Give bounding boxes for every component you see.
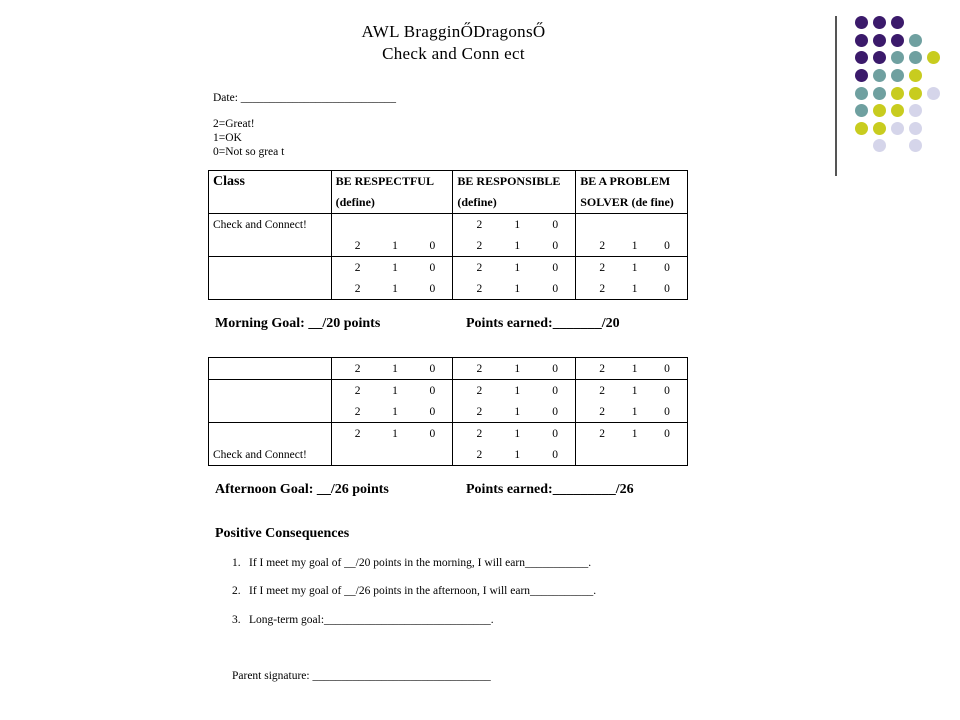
- consequence-number: 2.: [232, 585, 241, 597]
- responsible-define: (define): [453, 192, 576, 214]
- class-cell[interactable]: [209, 235, 332, 257]
- respectful-header: BE RESPECTFUL: [331, 171, 453, 193]
- score-cell[interactable]: 2 1 0: [576, 358, 688, 380]
- score-cell[interactable]: 2 1 0: [331, 235, 453, 257]
- decor-dot: [855, 69, 868, 82]
- score-cell[interactable]: 2 1 0: [331, 278, 453, 300]
- consequence-item[interactable]: If I meet my goal of __/20 points in the morning, I will earn___________.: [249, 557, 592, 569]
- morning-behavior-table: [208, 170, 688, 300]
- decor-dot: [909, 87, 922, 100]
- morning-goal-label[interactable]: Morning Goal: __/20 points: [215, 316, 381, 331]
- decor-dot: [855, 87, 868, 100]
- decor-dot: [891, 104, 904, 117]
- decor-dot: [909, 104, 922, 117]
- score-cell[interactable]: 2 1 0: [576, 278, 688, 300]
- score-cell[interactable]: 2 1 0: [331, 380, 453, 402]
- scale-item: 1=OK: [213, 132, 242, 144]
- scale-item: 0=Not so grea t: [213, 146, 285, 158]
- score-cell[interactable]: 2 1 0: [453, 358, 576, 380]
- decor-dot: [873, 122, 886, 135]
- score-cell[interactable]: 2 1 0: [453, 423, 576, 445]
- empty-cell: [331, 444, 453, 466]
- class-cell[interactable]: [209, 401, 332, 423]
- decor-dot: [891, 69, 904, 82]
- positive-consequences-heading: Positive Consequences: [215, 526, 350, 541]
- check-and-connect-label: Check and Connect!: [209, 214, 332, 236]
- score-cell[interactable]: 2 1 0: [453, 278, 576, 300]
- decor-dot: [909, 139, 922, 152]
- score-cell[interactable]: 2 1 0: [576, 380, 688, 402]
- empty-cell: [331, 214, 453, 236]
- decor-dot: [909, 122, 922, 135]
- score-cell[interactable]: 2 1 0: [453, 380, 576, 402]
- parent-signature-field[interactable]: Parent signature: _______________________________: [232, 670, 491, 682]
- responsible-header: BE RESPONSIBLE: [453, 171, 576, 193]
- class-cell[interactable]: [209, 278, 332, 300]
- page-subtitle: Check and Conn ect: [382, 44, 525, 63]
- class-cell[interactable]: [209, 423, 332, 445]
- afternoon-goal-label[interactable]: Afternoon Goal: __/26 points: [215, 482, 389, 497]
- score-cell[interactable]: 2 1 0: [453, 214, 576, 236]
- decor-dot: [927, 51, 940, 64]
- score-cell[interactable]: 2 1 0: [331, 401, 453, 423]
- decor-dot: [873, 104, 886, 117]
- class-cell[interactable]: [209, 380, 332, 402]
- class-header-blank: [209, 192, 332, 214]
- consequence-item[interactable]: Long-term goal:_____________________________.: [249, 614, 494, 626]
- decor-dot: [909, 69, 922, 82]
- score-cell[interactable]: 2 1 0: [331, 423, 453, 445]
- score-cell[interactable]: 2 1 0: [576, 423, 688, 445]
- score-cell[interactable]: 2 1 0: [453, 235, 576, 257]
- score-cell[interactable]: 2 1 0: [331, 257, 453, 279]
- score-cell[interactable]: 2 1 0: [453, 257, 576, 279]
- consequence-number: 3.: [232, 614, 241, 626]
- decor-dot: [891, 122, 904, 135]
- consequence-number: 1.: [232, 557, 241, 569]
- decor-dot: [927, 87, 940, 100]
- afternoon-points-earned[interactable]: Points earned:_________/26: [466, 482, 634, 497]
- decor-dot: [873, 139, 886, 152]
- decor-dot: [909, 51, 922, 64]
- problem-solver-define: SOLVER (de fine): [576, 192, 688, 214]
- decor-dot: [855, 104, 868, 117]
- afternoon-behavior-table: [208, 357, 688, 466]
- problem-solver-header: BE A PROBLEM: [576, 171, 688, 193]
- decor-dot: [873, 69, 886, 82]
- score-cell[interactable]: 2 1 0: [576, 401, 688, 423]
- class-cell[interactable]: [209, 358, 332, 380]
- decor-dot: [873, 87, 886, 100]
- check-and-connect-label: Check and Connect!: [209, 444, 332, 466]
- score-cell[interactable]: 2 1 0: [576, 257, 688, 279]
- score-cell[interactable]: 2 1 0: [576, 235, 688, 257]
- date-field[interactable]: Date: ___________________________: [213, 92, 397, 104]
- decor-dot: [909, 34, 922, 47]
- morning-points-earned[interactable]: Points earned:_______/20: [466, 316, 620, 331]
- class-cell[interactable]: [209, 257, 332, 279]
- scale-item: 2=Great!: [213, 118, 255, 130]
- score-cell[interactable]: 2 1 0: [331, 358, 453, 380]
- empty-cell: [576, 444, 688, 466]
- score-cell[interactable]: 2 1 0: [453, 401, 576, 423]
- page-title: AWL BragginŐDragonsŐ: [361, 22, 546, 41]
- score-cell[interactable]: 2 1 0: [453, 444, 576, 466]
- empty-cell: [576, 214, 688, 236]
- decor-dot: [855, 122, 868, 135]
- decor-dot: [891, 87, 904, 100]
- consequence-item[interactable]: If I meet my goal of __/26 points in the afternoon, I will earn___________.: [249, 585, 597, 597]
- respectful-define: (define): [331, 192, 453, 214]
- class-header: Class: [209, 171, 332, 193]
